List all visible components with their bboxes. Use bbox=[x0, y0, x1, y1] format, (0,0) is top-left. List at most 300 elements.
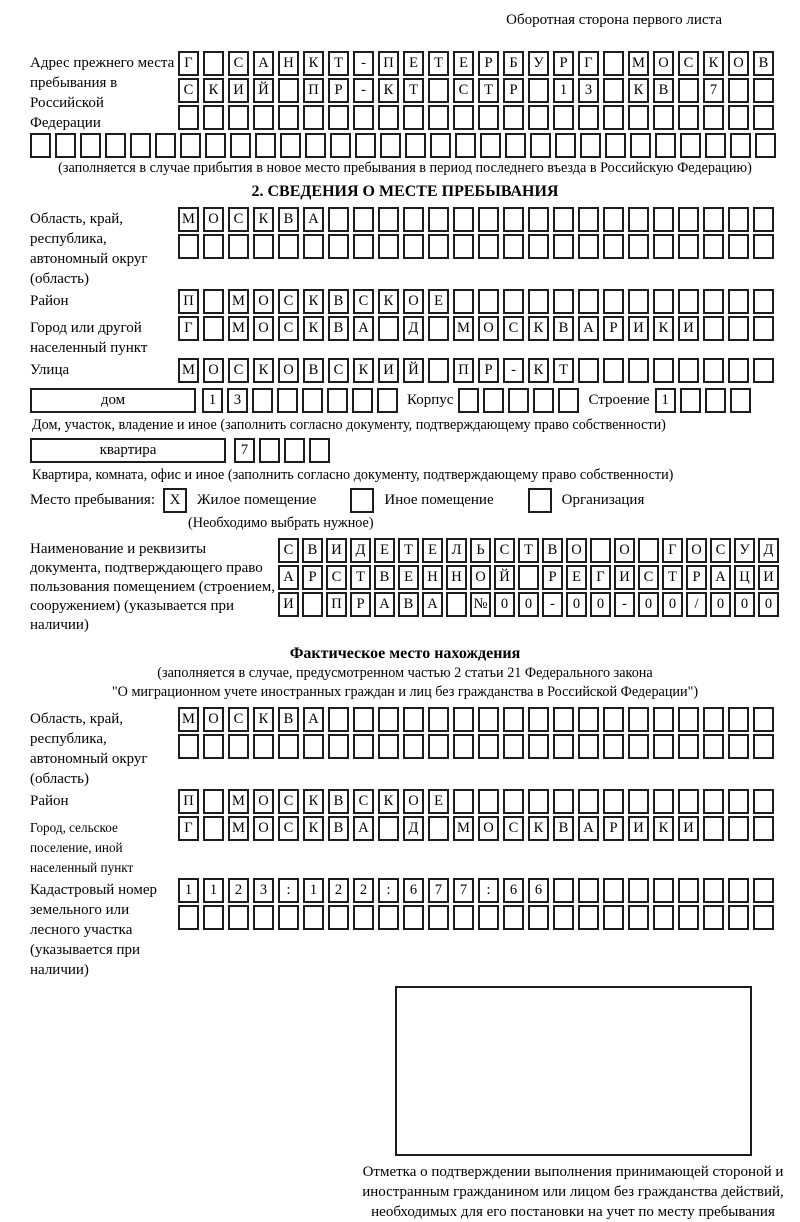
char-cell[interactable]: 6 bbox=[403, 878, 424, 903]
char-cell[interactable] bbox=[553, 878, 574, 903]
char-cell[interactable]: К bbox=[253, 358, 274, 383]
char-cell[interactable]: Р bbox=[603, 316, 624, 341]
char-cell[interactable]: № bbox=[470, 592, 491, 617]
char-cell[interactable] bbox=[603, 905, 624, 930]
char-cell[interactable] bbox=[528, 734, 549, 759]
char-cell[interactable] bbox=[578, 707, 599, 732]
char-cell[interactable] bbox=[678, 707, 699, 732]
char-cell[interactable] bbox=[703, 289, 724, 314]
char-cell[interactable] bbox=[628, 358, 649, 383]
char-cell[interactable]: В bbox=[753, 51, 774, 76]
char-cell[interactable] bbox=[458, 388, 479, 413]
char-cell[interactable]: 0 bbox=[710, 592, 731, 617]
char-cell[interactable] bbox=[205, 133, 226, 158]
char-cell[interactable]: Т bbox=[328, 51, 349, 76]
char-cell[interactable]: О bbox=[278, 358, 299, 383]
char-cell[interactable]: В bbox=[542, 538, 563, 563]
char-cell[interactable] bbox=[653, 289, 674, 314]
char-cell[interactable]: Г bbox=[590, 565, 611, 590]
char-cell[interactable]: О bbox=[203, 707, 224, 732]
char-cell[interactable] bbox=[528, 207, 549, 232]
char-cell[interactable] bbox=[703, 905, 724, 930]
char-cell[interactable] bbox=[303, 905, 324, 930]
char-cell[interactable] bbox=[403, 234, 424, 259]
char-cell[interactable] bbox=[328, 105, 349, 130]
char-cell[interactable]: М bbox=[178, 207, 199, 232]
char-cell[interactable] bbox=[178, 234, 199, 259]
char-cell[interactable]: : bbox=[278, 878, 299, 903]
char-cell[interactable] bbox=[603, 289, 624, 314]
char-cell[interactable] bbox=[603, 78, 624, 103]
char-cell[interactable]: Т bbox=[518, 538, 539, 563]
char-cell[interactable] bbox=[703, 789, 724, 814]
char-cell[interactable] bbox=[753, 905, 774, 930]
char-cell[interactable] bbox=[728, 78, 749, 103]
char-cell[interactable] bbox=[428, 78, 449, 103]
char-cell[interactable] bbox=[403, 734, 424, 759]
char-cell[interactable] bbox=[558, 388, 579, 413]
char-cell[interactable] bbox=[728, 734, 749, 759]
char-cell[interactable] bbox=[180, 133, 201, 158]
char-cell[interactable]: О bbox=[478, 316, 499, 341]
char-cell[interactable]: 0 bbox=[518, 592, 539, 617]
char-cell[interactable] bbox=[603, 105, 624, 130]
char-cell[interactable]: 6 bbox=[503, 878, 524, 903]
char-cell[interactable]: А bbox=[303, 707, 324, 732]
char-cell[interactable]: О bbox=[686, 538, 707, 563]
char-cell[interactable]: А bbox=[353, 816, 374, 841]
char-cell[interactable]: - bbox=[542, 592, 563, 617]
char-cell[interactable]: 2 bbox=[353, 878, 374, 903]
char-cell[interactable] bbox=[603, 878, 624, 903]
char-cell[interactable] bbox=[553, 207, 574, 232]
char-cell[interactable] bbox=[378, 734, 399, 759]
char-cell[interactable] bbox=[378, 105, 399, 130]
char-cell[interactable] bbox=[578, 234, 599, 259]
char-cell[interactable]: О bbox=[614, 538, 635, 563]
char-cell[interactable] bbox=[680, 388, 701, 413]
char-cell[interactable]: В bbox=[328, 316, 349, 341]
char-cell[interactable]: У bbox=[528, 51, 549, 76]
char-cell[interactable] bbox=[252, 388, 273, 413]
char-cell[interactable]: С bbox=[353, 789, 374, 814]
char-cell[interactable]: - bbox=[353, 51, 374, 76]
char-cell[interactable]: А bbox=[578, 316, 599, 341]
char-cell[interactable] bbox=[353, 905, 374, 930]
char-cell[interactable]: 0 bbox=[662, 592, 683, 617]
char-cell[interactable] bbox=[478, 734, 499, 759]
char-cell[interactable] bbox=[678, 78, 699, 103]
char-cell[interactable] bbox=[753, 816, 774, 841]
char-cell[interactable]: Е bbox=[566, 565, 587, 590]
char-cell[interactable]: - bbox=[353, 78, 374, 103]
char-cell[interactable]: К bbox=[303, 316, 324, 341]
char-cell[interactable]: 0 bbox=[758, 592, 779, 617]
char-cell[interactable] bbox=[255, 133, 276, 158]
char-cell[interactable]: 6 bbox=[528, 878, 549, 903]
char-cell[interactable]: Е bbox=[398, 565, 419, 590]
char-cell[interactable]: Е bbox=[428, 289, 449, 314]
char-cell[interactable]: Е bbox=[403, 51, 424, 76]
char-cell[interactable]: Т bbox=[478, 78, 499, 103]
char-cell[interactable] bbox=[377, 388, 398, 413]
char-cell[interactable] bbox=[303, 234, 324, 259]
char-cell[interactable]: К bbox=[253, 207, 274, 232]
char-cell[interactable] bbox=[703, 105, 724, 130]
char-cell[interactable]: И bbox=[278, 592, 299, 617]
char-cell[interactable] bbox=[428, 316, 449, 341]
char-cell[interactable]: Д bbox=[403, 816, 424, 841]
char-cell[interactable] bbox=[178, 734, 199, 759]
char-cell[interactable] bbox=[503, 734, 524, 759]
char-cell[interactable] bbox=[603, 789, 624, 814]
char-cell[interactable] bbox=[428, 816, 449, 841]
char-cell[interactable] bbox=[30, 133, 51, 158]
char-cell[interactable] bbox=[278, 105, 299, 130]
char-cell[interactable] bbox=[533, 388, 554, 413]
char-cell[interactable] bbox=[553, 707, 574, 732]
char-cell[interactable] bbox=[328, 707, 349, 732]
char-cell[interactable]: С bbox=[503, 816, 524, 841]
char-cell[interactable] bbox=[528, 234, 549, 259]
char-cell[interactable] bbox=[703, 234, 724, 259]
char-cell[interactable] bbox=[528, 707, 549, 732]
char-cell[interactable] bbox=[528, 905, 549, 930]
char-cell[interactable] bbox=[228, 105, 249, 130]
char-cell[interactable]: 2 bbox=[328, 878, 349, 903]
char-cell[interactable]: И bbox=[614, 565, 635, 590]
char-cell[interactable]: К bbox=[303, 289, 324, 314]
char-cell[interactable] bbox=[753, 358, 774, 383]
char-cell[interactable] bbox=[428, 905, 449, 930]
char-cell[interactable]: 1 bbox=[203, 878, 224, 903]
char-cell[interactable]: А bbox=[278, 565, 299, 590]
char-cell[interactable] bbox=[483, 388, 504, 413]
char-cell[interactable] bbox=[703, 878, 724, 903]
char-cell[interactable]: Т bbox=[398, 538, 419, 563]
char-cell[interactable]: Г bbox=[662, 538, 683, 563]
char-cell[interactable] bbox=[278, 234, 299, 259]
char-cell[interactable] bbox=[253, 234, 274, 259]
char-cell[interactable] bbox=[505, 133, 526, 158]
char-cell[interactable]: И bbox=[378, 358, 399, 383]
char-cell[interactable]: 1 bbox=[178, 878, 199, 903]
char-cell[interactable] bbox=[603, 734, 624, 759]
char-cell[interactable]: М bbox=[178, 707, 199, 732]
char-cell[interactable] bbox=[228, 905, 249, 930]
char-cell[interactable]: И bbox=[628, 316, 649, 341]
char-cell[interactable]: В bbox=[303, 358, 324, 383]
char-cell[interactable]: Д bbox=[403, 316, 424, 341]
char-cell[interactable] bbox=[503, 289, 524, 314]
char-cell[interactable]: К bbox=[653, 816, 674, 841]
char-cell[interactable] bbox=[453, 707, 474, 732]
char-cell[interactable]: И bbox=[758, 565, 779, 590]
char-cell[interactable]: Р bbox=[542, 565, 563, 590]
char-cell[interactable]: И bbox=[678, 316, 699, 341]
char-cell[interactable]: К bbox=[703, 51, 724, 76]
char-cell[interactable] bbox=[653, 734, 674, 759]
char-cell[interactable]: К bbox=[303, 51, 324, 76]
char-cell[interactable] bbox=[753, 789, 774, 814]
char-cell[interactable]: 3 bbox=[578, 78, 599, 103]
char-cell[interactable]: С bbox=[710, 538, 731, 563]
char-cell[interactable]: 0 bbox=[590, 592, 611, 617]
char-cell[interactable] bbox=[528, 289, 549, 314]
char-cell[interactable] bbox=[553, 734, 574, 759]
char-cell[interactable] bbox=[703, 734, 724, 759]
char-cell[interactable] bbox=[378, 816, 399, 841]
char-cell[interactable] bbox=[728, 234, 749, 259]
char-cell[interactable]: С bbox=[503, 316, 524, 341]
char-cell[interactable]: И bbox=[228, 78, 249, 103]
char-cell[interactable] bbox=[508, 388, 529, 413]
char-cell[interactable]: В bbox=[328, 789, 349, 814]
char-cell[interactable]: Р bbox=[553, 51, 574, 76]
char-cell[interactable]: Р bbox=[328, 78, 349, 103]
char-cell[interactable] bbox=[653, 707, 674, 732]
char-cell[interactable] bbox=[80, 133, 101, 158]
char-cell[interactable]: Й bbox=[253, 78, 274, 103]
char-cell[interactable] bbox=[728, 289, 749, 314]
char-cell[interactable]: О bbox=[478, 816, 499, 841]
char-cell[interactable] bbox=[253, 905, 274, 930]
char-cell[interactable]: С bbox=[228, 707, 249, 732]
char-cell[interactable]: Р bbox=[350, 592, 371, 617]
char-cell[interactable]: Р bbox=[478, 358, 499, 383]
char-cell[interactable] bbox=[428, 358, 449, 383]
char-cell[interactable] bbox=[277, 388, 298, 413]
char-cell[interactable] bbox=[478, 105, 499, 130]
char-cell[interactable]: С bbox=[278, 538, 299, 563]
char-cell[interactable]: И bbox=[326, 538, 347, 563]
char-cell[interactable]: О bbox=[253, 316, 274, 341]
char-cell[interactable] bbox=[703, 707, 724, 732]
char-cell[interactable]: М bbox=[228, 789, 249, 814]
char-cell[interactable] bbox=[578, 289, 599, 314]
char-cell[interactable] bbox=[678, 789, 699, 814]
char-cell[interactable] bbox=[203, 289, 224, 314]
char-cell[interactable] bbox=[155, 133, 176, 158]
char-cell[interactable]: : bbox=[478, 878, 499, 903]
char-cell[interactable] bbox=[228, 234, 249, 259]
char-cell[interactable] bbox=[638, 538, 659, 563]
char-cell[interactable]: Н bbox=[278, 51, 299, 76]
char-cell[interactable]: О bbox=[203, 358, 224, 383]
char-cell[interactable] bbox=[753, 707, 774, 732]
char-cell[interactable] bbox=[278, 905, 299, 930]
char-cell[interactable] bbox=[653, 905, 674, 930]
char-cell[interactable] bbox=[753, 234, 774, 259]
char-cell[interactable] bbox=[453, 234, 474, 259]
char-cell[interactable]: Н bbox=[446, 565, 467, 590]
char-cell[interactable] bbox=[628, 878, 649, 903]
char-cell[interactable] bbox=[578, 878, 599, 903]
char-cell[interactable] bbox=[353, 105, 374, 130]
char-cell[interactable]: С bbox=[453, 78, 474, 103]
char-cell[interactable] bbox=[278, 734, 299, 759]
char-cell[interactable]: Г bbox=[178, 816, 199, 841]
char-cell[interactable] bbox=[553, 905, 574, 930]
char-cell[interactable]: М bbox=[228, 316, 249, 341]
char-cell[interactable] bbox=[203, 816, 224, 841]
char-cell[interactable] bbox=[428, 207, 449, 232]
char-cell[interactable] bbox=[478, 905, 499, 930]
char-cell[interactable] bbox=[678, 234, 699, 259]
char-cell[interactable]: А bbox=[253, 51, 274, 76]
char-cell[interactable]: П bbox=[378, 51, 399, 76]
char-cell[interactable] bbox=[653, 878, 674, 903]
char-cell[interactable] bbox=[380, 133, 401, 158]
char-cell[interactable] bbox=[728, 105, 749, 130]
char-cell[interactable] bbox=[309, 438, 330, 463]
char-cell[interactable]: В bbox=[653, 78, 674, 103]
char-cell[interactable] bbox=[405, 133, 426, 158]
char-cell[interactable] bbox=[530, 133, 551, 158]
char-cell[interactable]: Е bbox=[428, 789, 449, 814]
char-cell[interactable]: В bbox=[328, 289, 349, 314]
char-cell[interactable]: О bbox=[403, 789, 424, 814]
char-cell[interactable] bbox=[528, 789, 549, 814]
char-cell[interactable] bbox=[478, 789, 499, 814]
char-cell[interactable]: 1 bbox=[303, 878, 324, 903]
char-cell[interactable] bbox=[680, 133, 701, 158]
char-cell[interactable]: О bbox=[253, 816, 274, 841]
char-cell[interactable] bbox=[305, 133, 326, 158]
char-cell[interactable] bbox=[605, 133, 626, 158]
char-cell[interactable]: О bbox=[653, 51, 674, 76]
char-cell[interactable] bbox=[328, 207, 349, 232]
char-cell[interactable] bbox=[503, 905, 524, 930]
char-cell[interactable]: О bbox=[253, 789, 274, 814]
checkbox-other-premises[interactable] bbox=[350, 488, 374, 513]
char-cell[interactable]: С bbox=[278, 816, 299, 841]
char-cell[interactable]: В bbox=[278, 707, 299, 732]
char-cell[interactable] bbox=[753, 289, 774, 314]
char-cell[interactable]: О bbox=[403, 289, 424, 314]
char-cell[interactable] bbox=[678, 878, 699, 903]
char-cell[interactable] bbox=[503, 207, 524, 232]
char-cell[interactable] bbox=[578, 358, 599, 383]
char-cell[interactable] bbox=[728, 707, 749, 732]
char-cell[interactable] bbox=[302, 592, 323, 617]
char-cell[interactable]: - bbox=[614, 592, 635, 617]
char-cell[interactable] bbox=[653, 207, 674, 232]
char-cell[interactable] bbox=[753, 316, 774, 341]
char-cell[interactable]: 1 bbox=[553, 78, 574, 103]
char-cell[interactable] bbox=[553, 234, 574, 259]
char-cell[interactable] bbox=[753, 207, 774, 232]
char-cell[interactable]: П bbox=[326, 592, 347, 617]
char-cell[interactable] bbox=[753, 734, 774, 759]
char-cell[interactable]: С bbox=[638, 565, 659, 590]
checkbox-residential[interactable]: X bbox=[163, 488, 187, 513]
char-cell[interactable] bbox=[378, 207, 399, 232]
char-cell[interactable] bbox=[728, 905, 749, 930]
char-cell[interactable]: М bbox=[628, 51, 649, 76]
char-cell[interactable]: С bbox=[228, 358, 249, 383]
char-cell[interactable] bbox=[555, 133, 576, 158]
char-cell[interactable] bbox=[678, 358, 699, 383]
char-cell[interactable] bbox=[580, 133, 601, 158]
char-cell[interactable] bbox=[353, 234, 374, 259]
char-cell[interactable] bbox=[705, 388, 726, 413]
char-cell[interactable] bbox=[678, 207, 699, 232]
char-cell[interactable]: С bbox=[178, 78, 199, 103]
char-cell[interactable] bbox=[428, 234, 449, 259]
char-cell[interactable] bbox=[403, 207, 424, 232]
char-cell[interactable] bbox=[403, 105, 424, 130]
char-cell[interactable]: 1 bbox=[202, 388, 223, 413]
char-cell[interactable]: М bbox=[178, 358, 199, 383]
char-cell[interactable] bbox=[503, 105, 524, 130]
char-cell[interactable]: Г bbox=[178, 51, 199, 76]
char-cell[interactable]: С bbox=[353, 289, 374, 314]
char-cell[interactable]: 2 bbox=[228, 878, 249, 903]
char-cell[interactable] bbox=[578, 207, 599, 232]
char-cell[interactable] bbox=[653, 358, 674, 383]
char-cell[interactable] bbox=[203, 789, 224, 814]
char-cell[interactable] bbox=[228, 734, 249, 759]
char-cell[interactable]: О bbox=[203, 207, 224, 232]
char-cell[interactable] bbox=[578, 734, 599, 759]
char-cell[interactable] bbox=[330, 133, 351, 158]
char-cell[interactable] bbox=[705, 133, 726, 158]
checkbox-organization[interactable] bbox=[528, 488, 552, 513]
char-cell[interactable] bbox=[203, 316, 224, 341]
char-cell[interactable]: 1 bbox=[655, 388, 676, 413]
char-cell[interactable]: Р bbox=[478, 51, 499, 76]
char-cell[interactable] bbox=[728, 816, 749, 841]
char-cell[interactable] bbox=[728, 358, 749, 383]
char-cell[interactable] bbox=[678, 905, 699, 930]
char-cell[interactable]: В bbox=[374, 565, 395, 590]
char-cell[interactable]: 7 bbox=[428, 878, 449, 903]
char-cell[interactable]: А bbox=[578, 816, 599, 841]
char-cell[interactable] bbox=[378, 234, 399, 259]
char-cell[interactable]: Й bbox=[403, 358, 424, 383]
char-cell[interactable]: К bbox=[353, 358, 374, 383]
char-cell[interactable] bbox=[453, 734, 474, 759]
char-cell[interactable]: А bbox=[422, 592, 443, 617]
char-cell[interactable]: М bbox=[453, 316, 474, 341]
char-cell[interactable]: М bbox=[453, 816, 474, 841]
char-cell[interactable] bbox=[203, 905, 224, 930]
char-cell[interactable] bbox=[378, 905, 399, 930]
char-cell[interactable] bbox=[628, 707, 649, 732]
char-cell[interactable]: В bbox=[302, 538, 323, 563]
char-cell[interactable] bbox=[728, 878, 749, 903]
char-cell[interactable]: А bbox=[353, 316, 374, 341]
char-cell[interactable]: С bbox=[326, 565, 347, 590]
char-cell[interactable] bbox=[753, 78, 774, 103]
char-cell[interactable]: 0 bbox=[494, 592, 515, 617]
char-cell[interactable] bbox=[753, 105, 774, 130]
char-cell[interactable]: К bbox=[303, 789, 324, 814]
char-cell[interactable] bbox=[728, 789, 749, 814]
char-cell[interactable] bbox=[478, 289, 499, 314]
char-cell[interactable]: О bbox=[728, 51, 749, 76]
char-cell[interactable] bbox=[653, 234, 674, 259]
char-cell[interactable] bbox=[703, 358, 724, 383]
char-cell[interactable]: П bbox=[178, 789, 199, 814]
char-cell[interactable] bbox=[603, 51, 624, 76]
char-cell[interactable] bbox=[630, 133, 651, 158]
char-cell[interactable] bbox=[628, 734, 649, 759]
char-cell[interactable]: Б bbox=[503, 51, 524, 76]
char-cell[interactable] bbox=[503, 234, 524, 259]
char-cell[interactable]: 7 bbox=[703, 78, 724, 103]
